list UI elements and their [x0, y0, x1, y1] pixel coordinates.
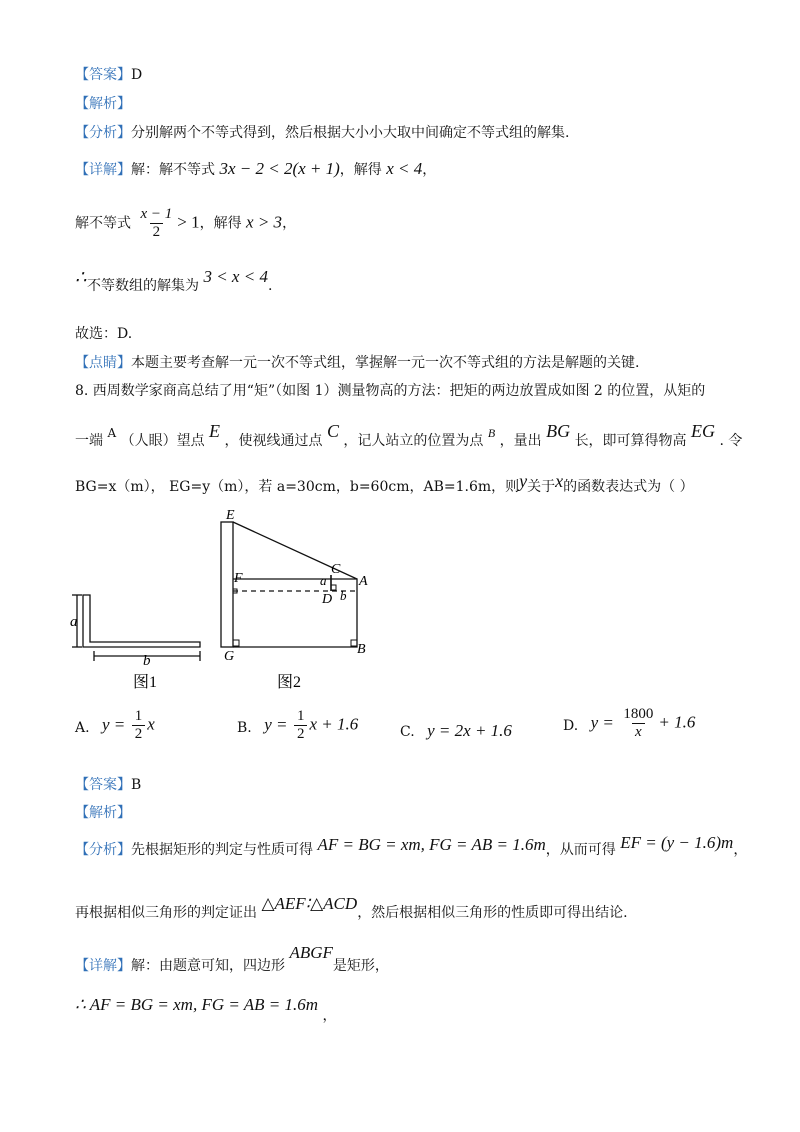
stem-text: BG=x（m）， EG=y（m），若 a=30cm，b=60cm，AB=1.6m，则	[75, 479, 520, 495]
analysis-tag: 【解析】	[75, 805, 131, 821]
segment-EG: EG	[691, 421, 716, 441]
stem-text: 一端	[75, 433, 103, 449]
stem-text: 关于	[527, 479, 556, 495]
option-fraction	[132, 708, 146, 743]
punct: ，	[322, 1008, 337, 1024]
q7-line3	[75, 267, 273, 295]
option-lhs: y = 2x + 1.6	[427, 721, 512, 740]
q8-fenxi-line	[75, 833, 748, 859]
detail-text: 解不等式	[75, 215, 131, 232]
option-lhs: y =	[102, 714, 126, 734]
detail-text: ，解得	[199, 215, 242, 232]
label-B: B	[357, 642, 366, 657]
point-A: A	[107, 426, 117, 440]
stem-text: 8. 西周数学家商高总结了用“矩”（如图 1）测量物高的方法：把矩的两边放置成如图 2 的位置，从矩的	[75, 383, 706, 399]
fraction-numerator: 1	[134, 708, 143, 724]
option-letter: D.	[563, 717, 579, 734]
q7-fenxi-line	[75, 124, 569, 142]
detail-text: 解：由题意可知，四边形	[131, 958, 285, 974]
stem-text: . 令	[719, 433, 743, 449]
option-rest: + 1.6	[658, 712, 696, 732]
variable-x: x	[555, 471, 564, 491]
point-E: E	[209, 421, 221, 441]
stem-text: （人眼）望点	[120, 433, 205, 449]
fenxi-text: ，从而可得	[545, 842, 616, 858]
option-letter: B.	[237, 719, 252, 736]
detail-tag: 【详解】	[75, 958, 131, 974]
answer-tag: 【答案】	[75, 777, 131, 793]
solution-1: x < 4	[386, 159, 423, 178]
label-G: G	[224, 649, 235, 664]
q8-answer-line	[75, 776, 141, 794]
label-C: C	[331, 562, 341, 577]
fraction-numerator: x − 1	[140, 206, 173, 222]
fenxi-math-1: AF = BG = xm, FG = AB = 1.6m	[317, 835, 546, 854]
option-fraction	[620, 706, 656, 741]
detail-text: 再根据相似三角形的判定证出	[75, 905, 257, 921]
fraction-numerator: 1	[296, 708, 305, 724]
detail-text: 不等数组的解集为	[87, 278, 199, 294]
fenxi-text: 分别解两个不等式得到，然后根据大小小大取中间确定不等式组的解集.	[131, 125, 570, 141]
option-D[interactable]	[563, 706, 695, 741]
similar-triangles: △AEF∶△ACD	[261, 894, 358, 913]
segment-BG: BG	[546, 421, 571, 441]
analysis-tag: 【解析】	[75, 96, 131, 112]
right-angle-G	[233, 640, 239, 646]
option-C[interactable]	[400, 721, 512, 741]
label-A: A	[359, 574, 368, 589]
solution-set: 3 < x < 4	[203, 267, 268, 286]
quadrilateral-ABGF: ABGF	[289, 943, 333, 962]
q8-analysis-line	[75, 804, 131, 822]
label-b2: b	[340, 588, 347, 603]
fenxi-math-2: EF = (y − 1.6)m	[620, 833, 734, 852]
building-pole	[221, 522, 233, 647]
stem-text: 的函数表达式为（ ）	[563, 479, 694, 495]
choice-text: 故选：D.	[75, 326, 133, 342]
variable-y: y	[519, 471, 528, 491]
answer-tag: 【答案】	[75, 67, 131, 83]
fraction-denominator: x	[632, 723, 645, 741]
figure-2-caption: 图2	[277, 674, 302, 691]
stem-text: ，使视线通过点	[224, 433, 323, 449]
label-E: E	[226, 508, 235, 523]
fraction	[137, 206, 175, 241]
detail-tag: 【详解】	[75, 162, 131, 178]
q8-line2	[75, 894, 628, 922]
dianjing-text: 本题主要考查解一元一次不等式组，掌握解一元一次不等式组的方法是解题的关键.	[131, 355, 640, 371]
option-rest: x	[147, 714, 155, 734]
stem-text: ，记人站立的位置为点	[343, 433, 484, 449]
stem-text: ，量出	[499, 433, 542, 449]
option-letter: C.	[400, 724, 415, 740]
q7-choice-line	[75, 325, 132, 343]
q7-detail-line	[75, 160, 436, 179]
rectangle-ABGF	[233, 579, 357, 647]
option-A[interactable]	[75, 708, 155, 743]
q8-last-line	[75, 995, 337, 1024]
fraction-numerator: 1800	[623, 706, 654, 722]
detail-text: 是矩形，	[332, 958, 389, 974]
therefore-symbol: ∴	[75, 267, 87, 287]
option-lhs: y =	[264, 714, 288, 734]
fraction-denominator: 2	[294, 725, 308, 743]
solution-2: x > 3	[246, 212, 283, 232]
detail-text: 解：解不等式	[131, 162, 215, 178]
fenxi-text: 先根据矩形的判定与性质可得	[131, 842, 313, 858]
punct: ，	[422, 162, 437, 178]
q8-stem-line3	[75, 471, 694, 496]
point-C: C	[326, 421, 339, 441]
label-a2: a	[320, 573, 327, 588]
label-F: F	[234, 571, 243, 586]
figure-1-caption: 图1	[133, 674, 158, 691]
option-rest: x + 1.6	[309, 714, 359, 734]
square-shape	[83, 595, 200, 647]
q8-stem-line2	[75, 421, 743, 450]
label-D: D	[322, 592, 333, 607]
option-fraction	[294, 708, 308, 743]
option-letter: A.	[75, 719, 90, 736]
punct: ，	[733, 842, 748, 858]
punct: ，	[282, 215, 297, 232]
dianjing-tag: 【点睛】	[75, 355, 131, 371]
fraction-denominator: 2	[132, 725, 146, 743]
answer-value: D	[131, 67, 143, 83]
q7-line2	[75, 206, 296, 241]
q8-stem-line1	[75, 382, 705, 400]
label-a: a	[70, 614, 78, 630]
q8-figures	[0, 505, 800, 705]
fraction-denominator: 2	[150, 223, 164, 241]
inequality-1: 3x − 2 < 2(x + 1)	[219, 159, 340, 178]
punct: .	[267, 278, 273, 294]
figure-1	[72, 595, 200, 661]
point-B: B	[487, 426, 496, 440]
fraction-rhs: > 1	[177, 212, 200, 232]
q8-detail-line	[75, 943, 389, 975]
rectangle-conclusion: ∴ AF = BG = xm, FG = AB = 1.6m	[75, 995, 319, 1014]
stem-text: 长，即可算得物高	[574, 433, 687, 449]
detail-text: ，然后根据相似三角形的性质即可得出结论.	[357, 905, 628, 921]
option-B[interactable]	[237, 708, 358, 743]
q7-dianjing-line	[75, 354, 639, 372]
q7-analysis-line	[75, 95, 131, 113]
option-lhs: y =	[590, 712, 614, 732]
fenxi-tag: 【分析】	[75, 125, 131, 141]
label-b: b	[143, 653, 151, 669]
fenxi-tag: 【分析】	[75, 842, 131, 858]
detail-text: ，解得	[339, 162, 382, 178]
answer-value: B	[131, 777, 142, 793]
q7-answer-line	[75, 66, 142, 84]
